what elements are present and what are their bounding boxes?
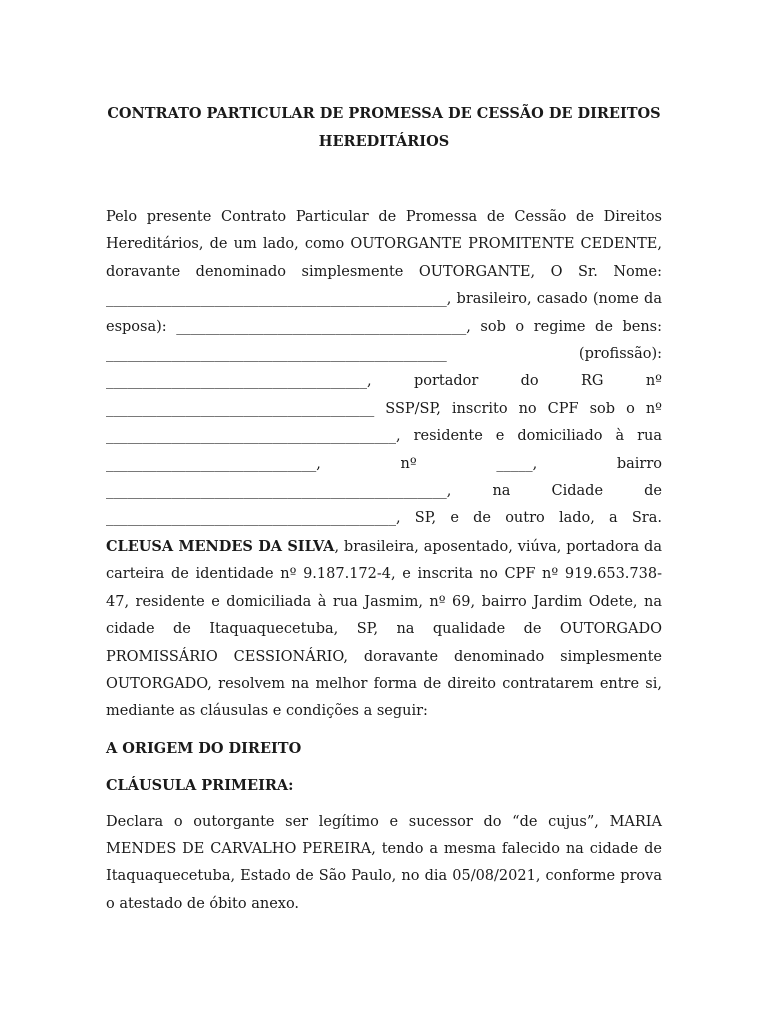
intro-paragraph: [106, 204, 662, 726]
document-title: [106, 100, 662, 156]
intro-text-part-1: Pelo presente Contrato Particular de Promessa de Cessão de Direitos Hereditários, de um lado, como OUTORGANTE PROMITENTE CEDENTE, doravante denominado simplesmente OUTORGANTE, O Sr. Nome: _______________________________________________, brasileiro, casado (nome da esposa): ________________________________________, sob o regime de bens: _______________________________________________ (profissão): ____________________________________, portador do RG nº _____________________________________ SSP/SP, inscrito no CPF sob o nº ________________________________________, residente e domiciliado à rua _____________________________, nº _____, bairro _______________________________________________, na Cidade de ________________________________________, SP, e de outro lado, a Sra.: [106, 209, 662, 527]
intro-text-part-2: , brasileira, aposentado, viúva, portadora da carteira de identidade nº 9.187.172-4, e inscrita no CPF nº 919.653.738-47, residente e domiciliada à rua Jasmim, nº 69, bairro Jardim Odete, na cidade de Itaquaquecetuba, SP, na qualidade de OUTORGADO PROMISSÁRIO CESSIONÁRIO, doravante denominado simplesmente OUTORGADO, resolvem na melhor forma de direito contratarem entre si, mediante as cláusulas e condições a seguir:: [106, 538, 662, 720]
section-heading: A ORIGEM DO DIREITO: [106, 739, 302, 757]
clause-heading: CLÁUSULA PRIMEIRA:: [106, 777, 294, 795]
title-line-1: CONTRATO PARTICULAR DE PROMESSA DE CESSÃO DE DIREITOS: [107, 105, 661, 122]
outorgado-name: CLEUSA MENDES DA SILVA: [106, 537, 335, 555]
document-body: [106, 204, 662, 918]
title-line-2: HEREDITÁRIOS: [318, 133, 450, 150]
clause-paragraph: Declara o outorgante ser legítimo e sucessor do “de cujus”, MARIA MENDES DE CARVALHO PEREIRA, tendo a mesma falecido na cidade de Itaquaquecetuba, Estado de São Paulo, no dia 05/08/2021, conforme prova o atestado de óbito anexo.: [106, 813, 662, 912]
